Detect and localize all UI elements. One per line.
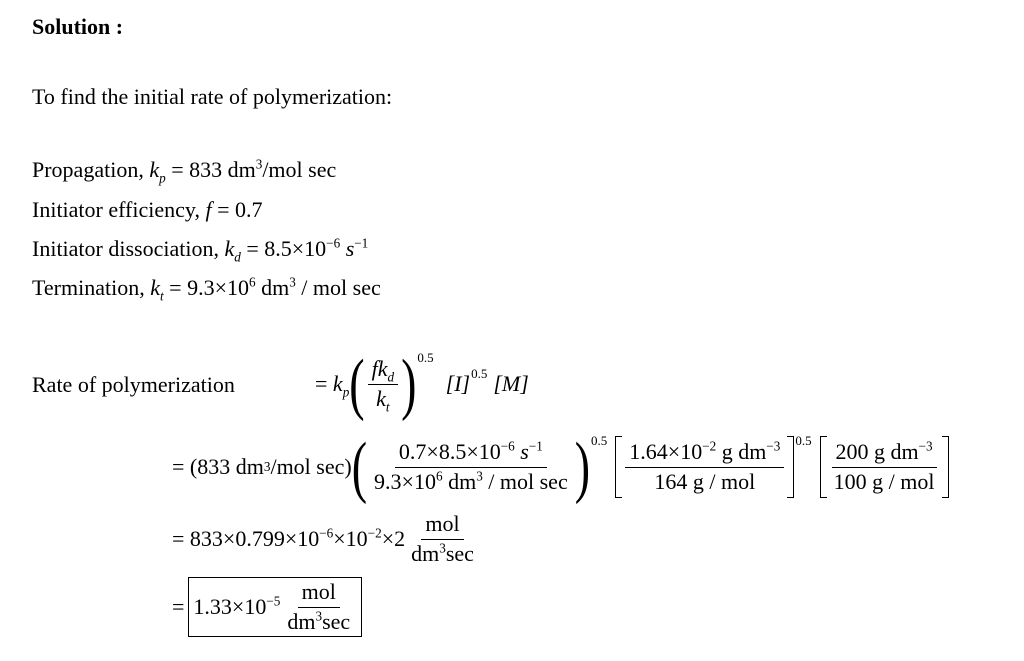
termination-unit-exp: 3	[289, 274, 296, 290]
sub-exponent-2: 0.5	[795, 433, 812, 448]
fkd-over-kt	[368, 356, 398, 414]
rate-formula	[315, 345, 529, 422]
rate-label: Rate of polymerization	[32, 372, 235, 397]
units-num: mol	[421, 512, 463, 539]
propagation-label: Propagation,	[32, 157, 144, 182]
numeric-product: = $833\times 0.799\times 10^{-6}\times 10^{-2}\times 2$	[172, 525, 406, 551]
result-value: $1.33\times 10^{-5}$	[193, 593, 281, 619]
termination-unit-tail: / mol sec	[295, 275, 381, 300]
dissociation-exp: −6	[326, 235, 341, 251]
result-line	[172, 576, 362, 638]
fkd: $fk_d$	[368, 357, 398, 384]
sub-paren-right: )	[574, 428, 591, 505]
fraction-1-num: $0.7\times 8.5\times 10^{-6}$ $s^{-1}$	[395, 440, 547, 467]
efficiency-line	[32, 197, 263, 223]
sub-lead-tail: /mol sec)	[270, 454, 352, 479]
efficiency-label: Initiator efficiency,	[32, 197, 200, 222]
units-fraction	[407, 512, 478, 565]
propagation-unit: /mol sec	[262, 157, 337, 182]
termination-label: Termination,	[32, 275, 145, 300]
termination-exp: 6	[248, 274, 256, 290]
sub-lead: = (833 dm	[172, 454, 264, 479]
dissociation-unit-exp: −1	[354, 235, 369, 251]
result-units-num: mol	[298, 580, 340, 607]
propagation-value: = 833 dm	[171, 157, 256, 182]
kd-symbol: $k_d$	[224, 236, 241, 265]
bracket-3-left	[820, 436, 827, 498]
fraction-3-num: 200 g $dm^{-3}$	[832, 440, 937, 467]
kt: $k_t$	[376, 385, 390, 414]
efficiency-value: = 0.7	[217, 197, 263, 222]
initiator-conc: [I]	[445, 371, 471, 396]
sub-exponent-1: 0.5	[591, 433, 608, 448]
kt-symbol: $k_t$	[150, 275, 164, 304]
propagation-exp: 3	[255, 156, 263, 172]
termination-line	[32, 274, 381, 304]
initiator-exponent: 0.5	[471, 366, 488, 381]
paren-left: (	[349, 345, 365, 422]
fraction-2-den: 164 g / mol	[654, 468, 756, 494]
fraction-3-den: 100 g / mol	[833, 468, 935, 494]
rate-eq: =	[315, 371, 333, 396]
bracket-3-right	[942, 436, 949, 498]
result-units	[283, 580, 354, 633]
result-box	[188, 577, 362, 636]
dissociation-line	[32, 235, 369, 265]
solution-heading: Solution :	[32, 14, 124, 39]
formula-kp: $k_p$	[332, 371, 350, 400]
monomer-conc: [M]	[493, 371, 529, 396]
fraction-2	[625, 440, 784, 493]
sub-paren-left: (	[351, 428, 368, 505]
termination-unit: dm	[261, 275, 290, 300]
fraction-2-num: $1.64\times 10^{-2}$ g $dm^{-3}$	[625, 440, 784, 467]
propagation-line	[32, 156, 337, 186]
f-symbol: f	[205, 197, 212, 222]
numeric-line	[172, 510, 481, 568]
units-den: $dm^3\sec$	[411, 540, 474, 566]
fraction-1-den: $9.3\times 10^6$ $dm^3$ / mol sec	[374, 468, 568, 494]
dissociation-value: = 8.5×10	[246, 236, 327, 261]
fraction-3	[830, 440, 939, 493]
paren-right: )	[401, 345, 417, 422]
result-eq: =	[172, 594, 185, 619]
bracket-2-left	[615, 436, 622, 498]
kp-symbol: $k_p$	[149, 157, 166, 186]
dissociation-label: Initiator dissociation,	[32, 236, 219, 261]
result-units-den: $dm^3\sec$	[287, 608, 351, 634]
formula-exponent: 0.5	[417, 350, 434, 365]
termination-value: = 9.3×10	[169, 275, 249, 300]
dissociation-unit: s	[345, 236, 355, 261]
bracket-2-right	[787, 436, 794, 498]
substitution-line: = (833 dm 3 /mol sec) ( $\frac{0.7\times 8.5\times 10^{-6} s^{-1}}{9.3\times 10^6 dm^3 / mol \sec}$ ) 0.5 $\frac{1.64\times 10^{-2} g dm^{-3}}{\text{164 g / mol}}$ 0.5 $\frac{200 g dm^{-3}}{\text{100 g / mol}}$	[172, 430, 949, 504]
fraction-1	[370, 440, 572, 493]
intro-text: To find the initial rate of polymerization:	[32, 84, 393, 109]
